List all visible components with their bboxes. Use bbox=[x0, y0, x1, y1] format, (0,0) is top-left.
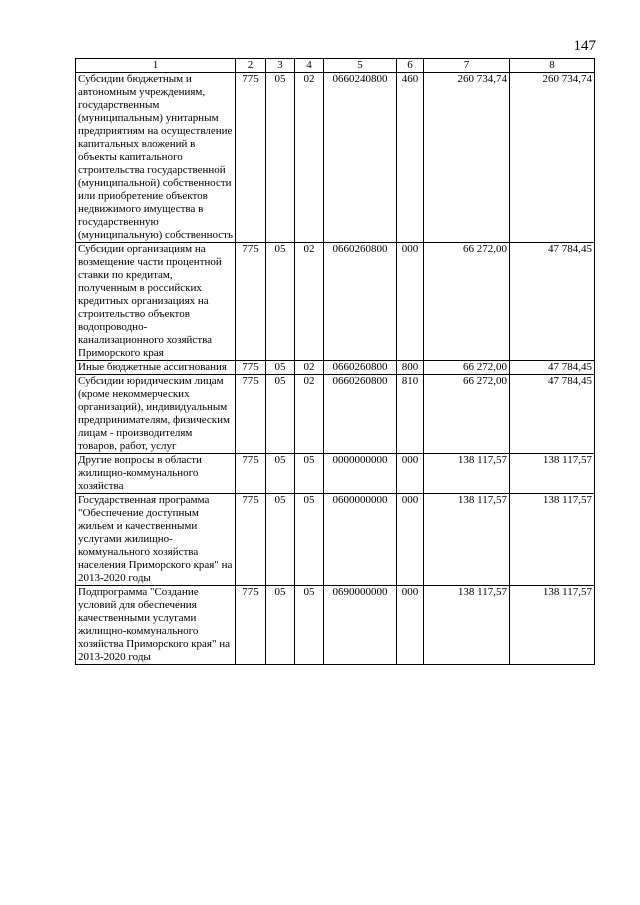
section-code: 05 bbox=[266, 586, 295, 665]
ministry-code: 775 bbox=[236, 73, 266, 243]
amount-col7: 66 272,00 bbox=[424, 375, 510, 454]
expense-type-code: 800 bbox=[397, 361, 424, 375]
ministry-code: 775 bbox=[236, 361, 266, 375]
amount-col8: 138 117,57 bbox=[510, 494, 595, 586]
table-row bbox=[76, 494, 595, 586]
target-article-code: 0660260800 bbox=[324, 375, 397, 454]
column-header: 3 bbox=[266, 59, 295, 73]
target-article-code: 0600000000 bbox=[324, 494, 397, 586]
row-name: Другие вопросы в области жилищно-коммунального хозяйства bbox=[76, 454, 236, 494]
row-name: Государственная программа "Обеспечение доступным жильем и качественными услугами жилищно-коммунального хозяйства населения Приморского края" на 2013-2020 годы bbox=[76, 494, 236, 586]
target-article-code: 0690000000 bbox=[324, 586, 397, 665]
expense-type-code: 000 bbox=[397, 243, 424, 361]
column-header: 6 bbox=[397, 59, 424, 73]
section-code: 05 bbox=[266, 73, 295, 243]
column-header: 8 bbox=[510, 59, 595, 73]
amount-col8: 47 784,45 bbox=[510, 361, 595, 375]
ministry-code: 775 bbox=[236, 586, 266, 665]
header-row bbox=[76, 59, 595, 73]
target-article-code: 0660260800 bbox=[324, 243, 397, 361]
subsection-code: 05 bbox=[295, 586, 324, 665]
row-name: Подпрограмма "Создание условий для обеспечения качественными услугами жилищно-коммунального хозяйства Приморского края" на 2013-2020 годы bbox=[76, 586, 236, 665]
target-article-code: 0660260800 bbox=[324, 361, 397, 375]
section-code: 05 bbox=[266, 454, 295, 494]
column-header: 1 bbox=[76, 59, 236, 73]
subsection-code: 02 bbox=[295, 361, 324, 375]
subsection-code: 02 bbox=[295, 73, 324, 243]
target-article-code: 0660240800 bbox=[324, 73, 397, 243]
ministry-code: 775 bbox=[236, 375, 266, 454]
section-code: 05 bbox=[266, 361, 295, 375]
amount-col7: 138 117,57 bbox=[424, 586, 510, 665]
amount-col7: 66 272,00 bbox=[424, 243, 510, 361]
expense-type-code: 000 bbox=[397, 586, 424, 665]
column-header: 2 bbox=[236, 59, 266, 73]
amount-col7: 66 272,00 bbox=[424, 361, 510, 375]
row-name: Субсидии юридическим лицам (кроме некоммерческих организаций), индивидуальным предпринимателям, физическим лицам - производителям товаров, работ, услуг bbox=[76, 375, 236, 454]
table-row bbox=[76, 361, 595, 375]
column-header: 4 bbox=[295, 59, 324, 73]
amount-col7: 138 117,57 bbox=[424, 494, 510, 586]
row-name: Иные бюджетные ассигнования bbox=[76, 361, 236, 375]
amount-col8: 260 734,74 bbox=[510, 73, 595, 243]
expense-type-code: 000 bbox=[397, 494, 424, 586]
ministry-code: 775 bbox=[236, 494, 266, 586]
section-code: 05 bbox=[266, 494, 295, 586]
page-number: 147 bbox=[573, 38, 596, 54]
subsection-code: 05 bbox=[295, 494, 324, 586]
amount-col7: 138 117,57 bbox=[424, 454, 510, 494]
table-row bbox=[76, 73, 595, 243]
amount-col7: 260 734,74 bbox=[424, 73, 510, 243]
amount-col8: 47 784,45 bbox=[510, 375, 595, 454]
expense-type-code: 460 bbox=[397, 73, 424, 243]
budget-table bbox=[75, 58, 595, 665]
section-code: 05 bbox=[266, 375, 295, 454]
table-row bbox=[76, 375, 595, 454]
row-name: Субсидии организациям на возмещение части процентной ставки по кредитам, полученным в российских кредитных организациях на строительство объектов водопроводно-канализационного хозяйства Приморского края bbox=[76, 243, 236, 361]
amount-col8: 138 117,57 bbox=[510, 454, 595, 494]
amount-col8: 138 117,57 bbox=[510, 586, 595, 665]
amount-col8: 47 784,45 bbox=[510, 243, 595, 361]
column-header: 7 bbox=[424, 59, 510, 73]
subsection-code: 02 bbox=[295, 243, 324, 361]
table-row bbox=[76, 243, 595, 361]
subsection-code: 02 bbox=[295, 375, 324, 454]
table-row bbox=[76, 586, 595, 665]
column-header: 5 bbox=[324, 59, 397, 73]
expense-type-code: 810 bbox=[397, 375, 424, 454]
section-code: 05 bbox=[266, 243, 295, 361]
ministry-code: 775 bbox=[236, 243, 266, 361]
row-name: Субсидии бюджетным и автономным учреждениям, государственным (муниципальным) унитарным предприятиям на осуществление капитальных вложений в объекты капитального строительства государственной (муниципальной) собственности или приобретение объектов недвижимого имущества в государственную (муниципальную) собственность bbox=[76, 73, 236, 243]
subsection-code: 05 bbox=[295, 454, 324, 494]
table-row bbox=[76, 454, 595, 494]
expense-type-code: 000 bbox=[397, 454, 424, 494]
target-article-code: 0000000000 bbox=[324, 454, 397, 494]
ministry-code: 775 bbox=[236, 454, 266, 494]
